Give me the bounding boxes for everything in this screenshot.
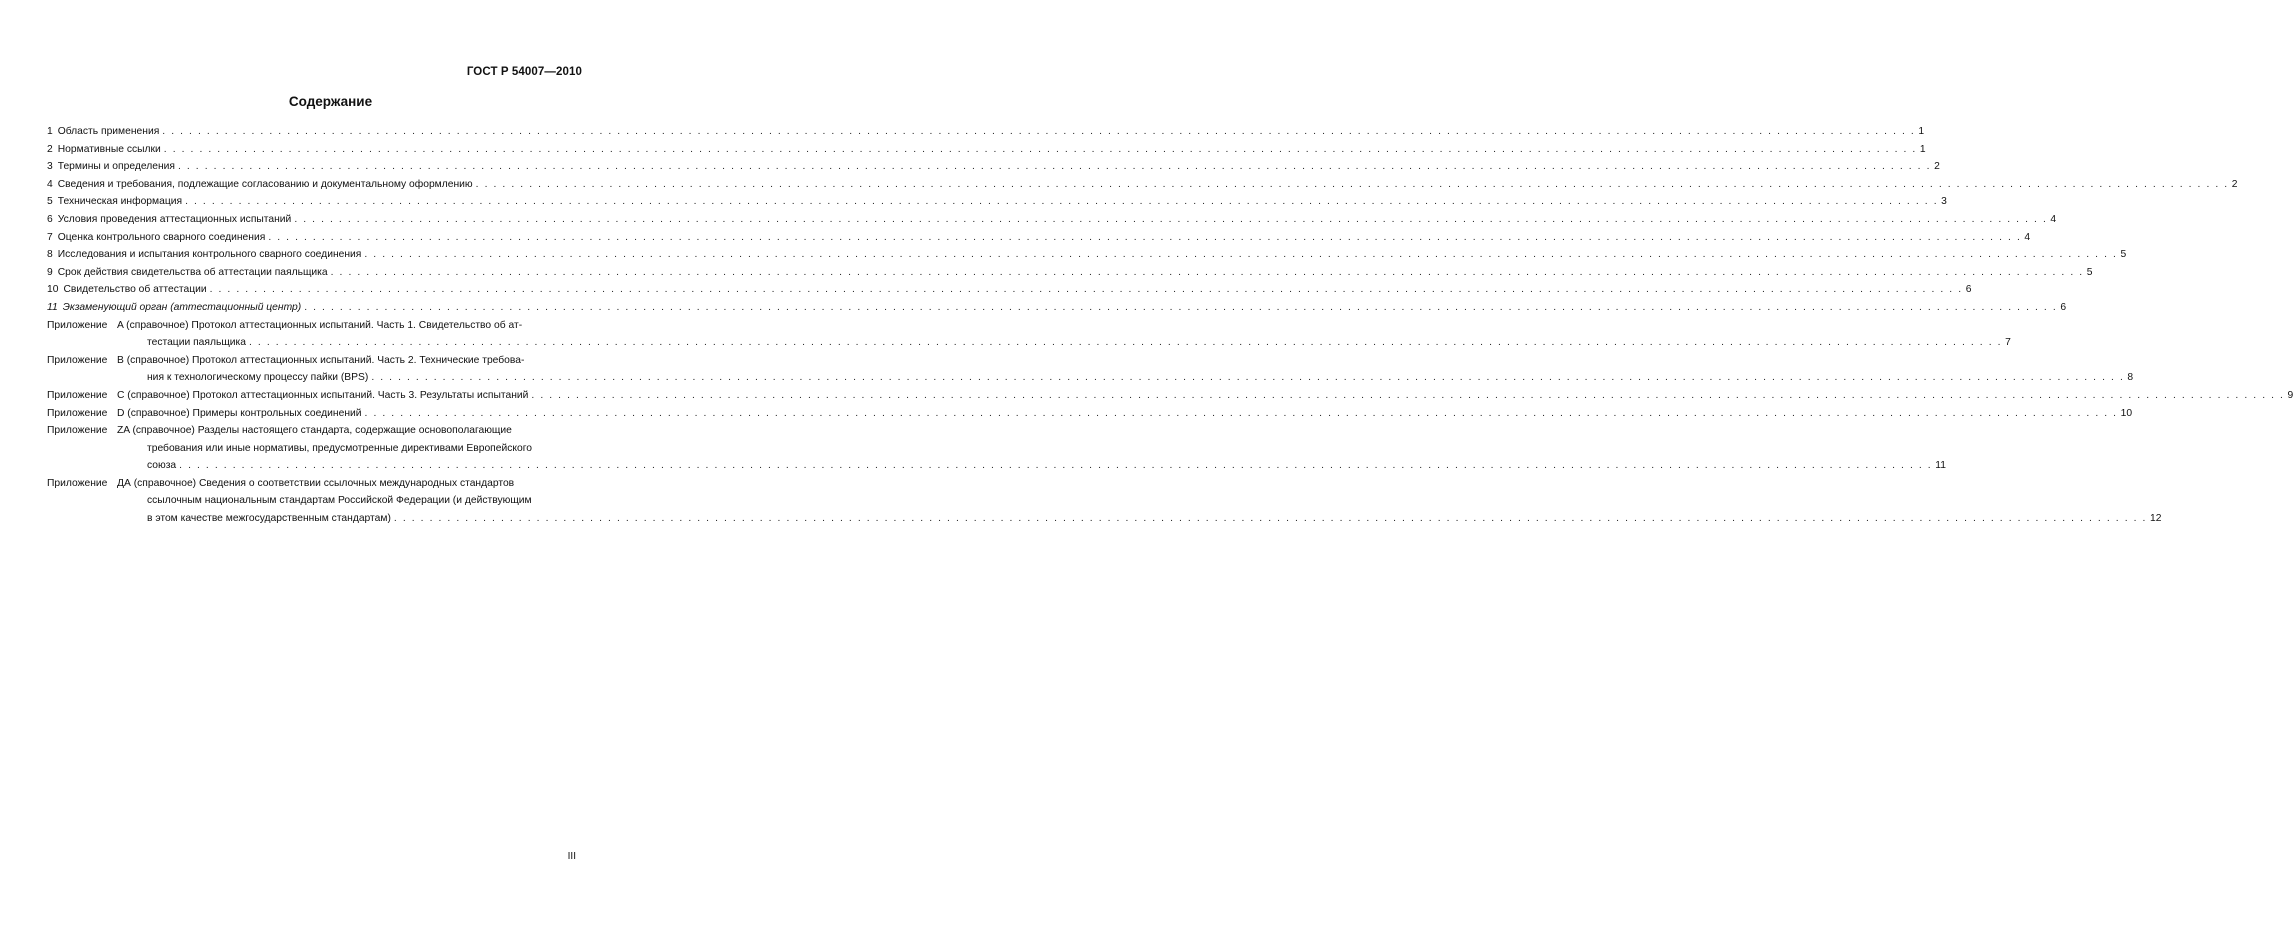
appendix-line: союза xyxy=(147,460,177,472)
toc-entry-page: 5 xyxy=(2120,249,2127,261)
appendix-line: требования или иные нормативы, предусмотренные директивами Европейского xyxy=(147,442,532,454)
appendix-line: A (справочное) Протокол аттестационных испытаний. Часть 1. Свидетельство об ат- xyxy=(117,319,523,331)
appendix-entry[interactable] xyxy=(47,352,2134,387)
toc-entry-label: Оценка контрольного сварного соединения xyxy=(57,231,266,243)
toc-entry[interactable] xyxy=(47,211,2057,229)
toc-entry-page: 4 xyxy=(2024,231,2031,243)
dot-leader xyxy=(179,457,1932,475)
appendix-entry[interactable] xyxy=(47,405,2133,423)
dot-leader xyxy=(249,334,2002,352)
toc-entry-label: Исследования и испытания контрольного сварного соединения xyxy=(57,249,362,261)
toc-entry-label: Нормативные ссылки xyxy=(57,143,161,155)
toc-entry[interactable] xyxy=(47,299,2067,317)
toc-entry-label: Экзаменующий орган (аттестационный центр) xyxy=(62,301,302,313)
toc-entry-page: 2 xyxy=(1934,161,1940,173)
appendix-prefix: Приложение xyxy=(47,407,108,419)
toc-entry-label: Срок действия свидетельства об аттестации паяльщика xyxy=(57,266,328,278)
toc-entry[interactable] xyxy=(47,281,1972,299)
toc-entry-page: 1 xyxy=(1919,143,1926,155)
appendix-entry[interactable] xyxy=(47,387,2293,405)
dot-leader xyxy=(162,123,1915,141)
appendix-line: B (справочное) Протокол аттестационных испытаний. Часть 2. Технические требова- xyxy=(117,354,525,366)
toc-entry-label: Сведения и требования, подлежащие согласованию и документальному оформлению xyxy=(57,178,473,190)
dot-leader xyxy=(476,176,2229,194)
appendix-page: 8 xyxy=(2127,372,2134,384)
appendix-page: 11 xyxy=(1935,460,1946,472)
toc-entry-number: 8 xyxy=(47,249,53,261)
appendix-page: 12 xyxy=(2150,513,2162,525)
dot-leader xyxy=(164,141,1917,159)
dot-leader xyxy=(178,158,1931,176)
toc-entry-label: Область применения xyxy=(57,126,160,137)
dot-leader xyxy=(365,405,2118,423)
dot-leader xyxy=(294,211,2047,229)
toc-entry[interactable] xyxy=(47,123,1925,141)
appendix-line: ния к технологическому процессу пайки (BPS) xyxy=(147,372,369,384)
appendix-page: 10 xyxy=(2120,407,2133,419)
appendix-line: тестации паяльщика xyxy=(147,337,246,349)
dot-leader xyxy=(394,510,2147,528)
appendix-entry[interactable] xyxy=(47,475,2162,528)
appendix-prefix: Приложение xyxy=(47,477,108,489)
appendix-page: 9 xyxy=(2287,389,2293,401)
toc-entry[interactable] xyxy=(47,176,2238,194)
toc-entry-page: 5 xyxy=(2086,266,2093,278)
dot-leader xyxy=(185,193,1938,211)
dot-leader xyxy=(331,264,2084,282)
appendix-prefix: Приложение xyxy=(47,425,108,437)
toc-entry-label: Термины и определения xyxy=(57,161,175,173)
dot-leader xyxy=(268,229,2021,247)
appendix-line: ссылочным национальным стандартам Российской Федерации (и действующим xyxy=(147,495,532,507)
appendix-prefix: Приложение xyxy=(47,319,108,331)
toc-entry-label: Условия проведения аттестационных испытаний xyxy=(57,213,292,225)
toc-entry[interactable] xyxy=(47,246,2127,264)
page-number: III xyxy=(567,851,576,862)
toc-entry-number: 6 xyxy=(47,213,53,225)
appendix-entry[interactable] xyxy=(47,422,1946,475)
toc-entry-page: 6 xyxy=(2060,301,2067,313)
appendix-prefix: Приложение xyxy=(47,354,108,366)
toc-entry-number: 11 xyxy=(47,301,58,313)
toc-entry-number: 3 xyxy=(47,161,53,173)
toc-entry-number: 7 xyxy=(47,231,53,243)
toc-entry-page: 4 xyxy=(2050,213,2057,225)
appendix-line: ZA (справочное) Разделы настоящего стандарта, содержащие основополагающие xyxy=(117,425,512,437)
toc-entry-page: 2 xyxy=(2231,178,2238,190)
appendix-prefix: Приложение xyxy=(47,389,108,401)
toc-entry-page: 1 xyxy=(1918,126,1925,137)
dot-leader xyxy=(371,369,2124,387)
toc-entry-number: 4 xyxy=(47,178,53,190)
toc-entry[interactable] xyxy=(47,141,1926,159)
toc-entry-number: 10 xyxy=(47,284,59,296)
standard-code: ГОСТ Р 54007—2010 xyxy=(466,66,582,78)
toc-title: Содержание xyxy=(288,94,373,109)
dot-leader xyxy=(364,246,2117,264)
appendix-line: ДА (справочное) Сведения о соответствии ссылочных международных стандартов xyxy=(117,477,515,489)
appendix-page: 7 xyxy=(2005,337,2011,349)
toc-entry[interactable] xyxy=(47,158,1940,176)
toc-entry-page: 6 xyxy=(1965,284,1972,296)
dot-leader xyxy=(210,281,1963,299)
appendix-line: в этом качестве межгосударственным стандартам) xyxy=(147,513,391,525)
toc-entry-page: 3 xyxy=(1941,196,1947,208)
toc-entry-number: 9 xyxy=(47,266,53,278)
appendix-line: C (справочное) Протокол аттестационных испытаний. Часть 3. Результаты испытаний xyxy=(117,389,529,401)
toc-entry[interactable] xyxy=(47,264,2093,282)
appendix-entry[interactable] xyxy=(47,317,2011,352)
toc-entry[interactable] xyxy=(47,229,2031,247)
dot-leader xyxy=(531,387,2284,405)
toc-entry-label: Техническая информация xyxy=(57,196,183,208)
toc-entry-number: 5 xyxy=(47,196,53,208)
toc-entry[interactable] xyxy=(47,193,1947,211)
toc-entry-number: 2 xyxy=(47,143,53,155)
dot-leader xyxy=(304,299,2057,317)
table-of-contents xyxy=(47,123,2293,528)
toc-entry-label: Свидетельство об аттестации xyxy=(63,284,207,296)
appendix-line: D (справочное) Примеры контрольных соединений xyxy=(117,407,362,419)
toc-entry-number: 1 xyxy=(47,126,53,137)
